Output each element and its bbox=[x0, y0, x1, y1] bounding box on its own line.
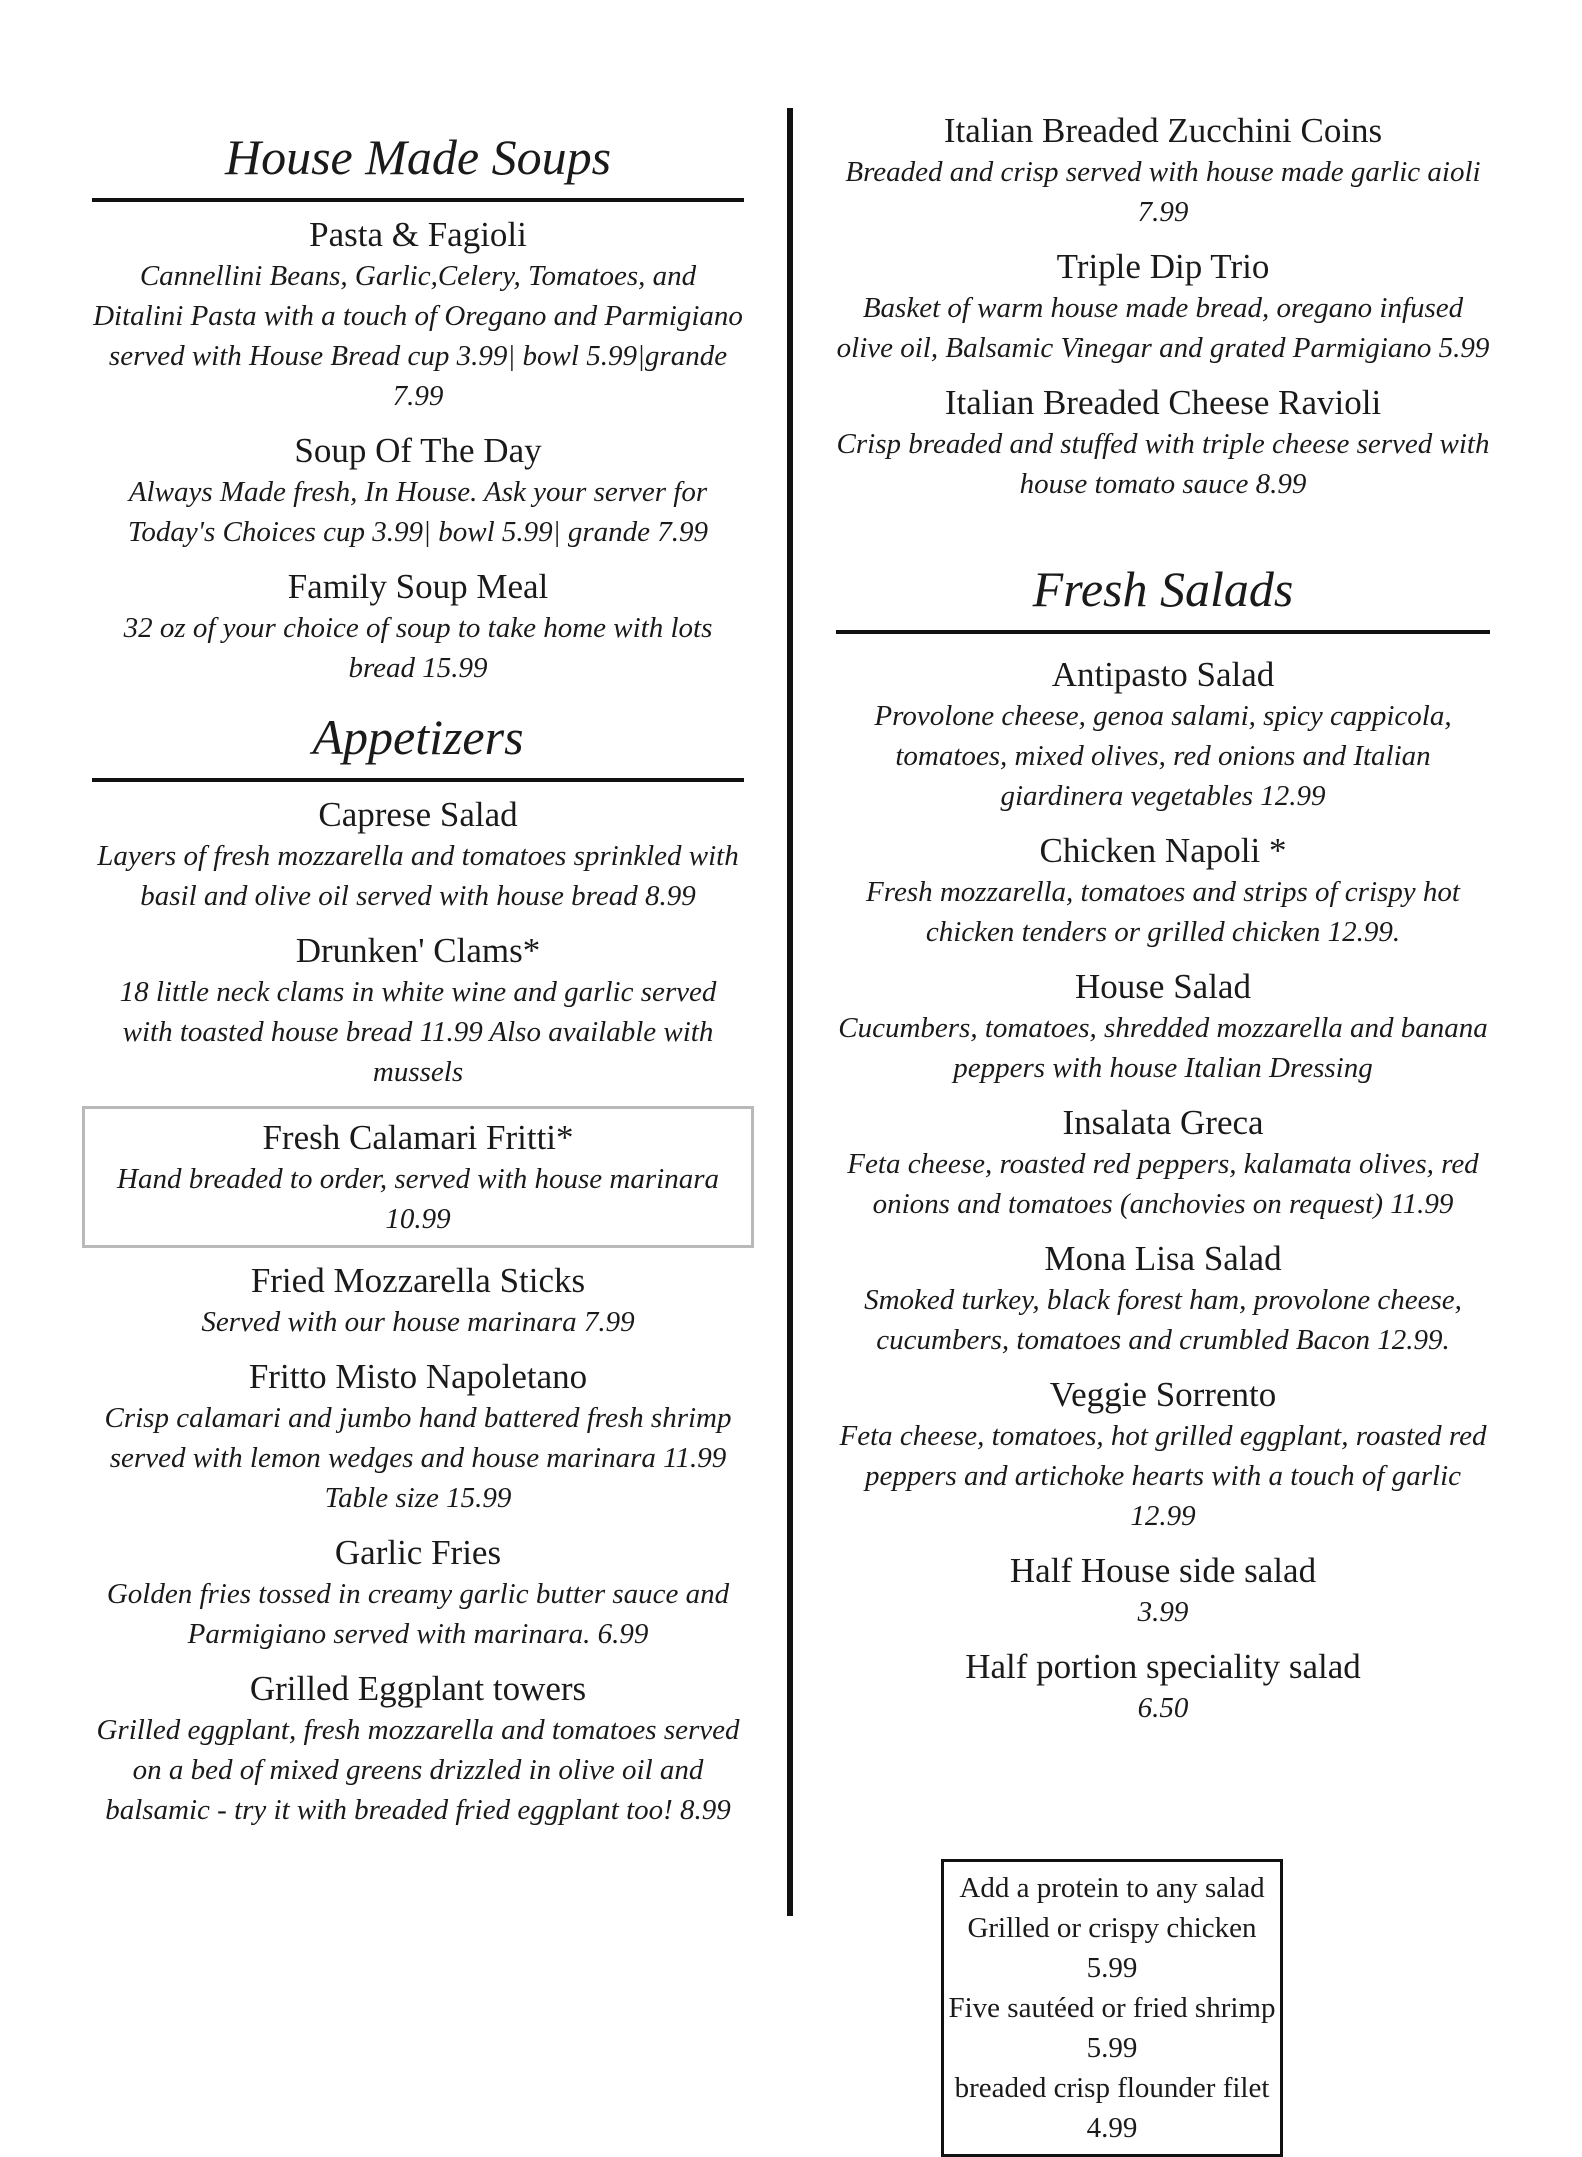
item-desc: 18 little neck clams in white wine and garlic served with toasted house bread 11.99 Also available with mussels bbox=[119, 976, 717, 1088]
item-name: Drunken' Clams* bbox=[295, 931, 541, 970]
item-desc: Feta cheese, tomatoes, hot grilled eggplant, roasted red peppers and artichoke hearts with a touch of garlic 12.99 bbox=[839, 1420, 1487, 1532]
right-column bbox=[836, 110, 1490, 1742]
item-desc: Smoked turkey, black forest ham, provolone cheese, cucumbers, tomatoes and crumbled Bacon 12.99. bbox=[864, 1284, 1462, 1356]
item-desc: Fresh mozzarella, tomatoes and strips of crispy hot chicken tenders or grilled chicken 12.99. bbox=[866, 876, 1460, 948]
left-column bbox=[92, 128, 744, 1844]
item-name: Chicken Napoli * bbox=[1039, 831, 1287, 870]
soups-title: House Made Soups bbox=[92, 128, 744, 202]
item-name: Grilled Eggplant towers bbox=[249, 1669, 587, 1708]
item-name: Fritto Misto Napoletano bbox=[248, 1357, 588, 1396]
item-desc: Served with our house marinara 7.99 bbox=[201, 1306, 635, 1338]
item-desc: 6.50 bbox=[1137, 1692, 1189, 1724]
item-name: Fried Mozzarella Sticks bbox=[250, 1261, 586, 1300]
item-name: House Salad bbox=[1075, 967, 1251, 1006]
menu-item bbox=[836, 110, 1490, 232]
appetizers-title: Appetizers bbox=[92, 708, 744, 782]
item-desc: Cannellini Beans, Garlic,Celery, Tomatoes, and Ditalini Pasta with a touch of Oregano and Parmigiano served with House Bread cup 3.99| bowl 5.99|grande 7.99 bbox=[93, 260, 743, 412]
item-name: Triple Dip Trio bbox=[1056, 247, 1270, 286]
item-name: Antipasto Salad bbox=[1051, 655, 1275, 694]
menu-item bbox=[92, 930, 744, 1092]
menu-item bbox=[92, 1532, 744, 1654]
menu-item bbox=[836, 1238, 1490, 1360]
item-name: Caprese Salad bbox=[318, 795, 518, 834]
item-name: Half portion speciality salad bbox=[965, 1647, 1361, 1686]
menu-item bbox=[836, 1646, 1490, 1728]
menu-item bbox=[92, 566, 744, 688]
item-name: Italian Breaded Zucchini Coins bbox=[943, 111, 1383, 150]
item-name: Insalata Greca bbox=[1062, 1103, 1264, 1142]
menu-item bbox=[836, 966, 1490, 1088]
menu-item bbox=[92, 430, 744, 552]
item-desc: Provolone cheese, genoa salami, spicy cappicola, tomatoes, mixed olives, red onions and Italian giardinera vegetables 12.99 bbox=[874, 700, 1452, 812]
menu-item bbox=[836, 382, 1490, 504]
protein-box-line: Add a protein to any salad bbox=[959, 1872, 1265, 1904]
column-divider bbox=[787, 108, 793, 1916]
item-name: Garlic Fries bbox=[334, 1533, 502, 1572]
item-name: Family Soup Meal bbox=[287, 567, 549, 606]
add-protein-box bbox=[941, 1859, 1283, 2157]
item-name: Soup Of The Day bbox=[294, 431, 542, 470]
menu-item bbox=[836, 1550, 1490, 1632]
menu-item bbox=[92, 1260, 744, 1342]
item-desc: Hand breaded to order, served with house marinara 10.99 bbox=[117, 1163, 719, 1235]
item-desc: Golden fries tossed in creamy garlic butter sauce and Parmigiano served with marinara. 6.99 bbox=[106, 1578, 730, 1650]
item-desc: Crisp calamari and jumbo hand battered fresh shrimp served with lemon wedges and house marinara 11.99 Table size 15.99 bbox=[104, 1402, 732, 1514]
item-desc: Layers of fresh mozzarella and tomatoes sprinkled with basil and olive oil served with house bread 8.99 bbox=[97, 840, 739, 912]
featured-menu-item bbox=[82, 1106, 754, 1248]
item-desc: Crisp breaded and stuffed with triple cheese served with house tomato sauce 8.99 bbox=[836, 428, 1490, 500]
item-desc: Cucumbers, tomatoes, shredded mozzarella and banana peppers with house Italian Dressing bbox=[838, 1012, 1488, 1084]
item-desc: 3.99 bbox=[1137, 1596, 1189, 1628]
item-desc: Breaded and crisp served with house made garlic aioli 7.99 bbox=[845, 156, 1481, 228]
item-desc: Feta cheese, roasted red peppers, kalamata olives, red onions and tomatoes (anchovies on request) 11.99 bbox=[847, 1148, 1479, 1220]
menu-item bbox=[836, 1102, 1490, 1224]
item-name: Fresh Calamari Fritti* bbox=[262, 1118, 574, 1157]
item-desc: Grilled eggplant, fresh mozzarella and tomatoes served on a bed of mixed greens drizzled in olive oil and balsamic - try it with breaded fried eggplant too! 8.99 bbox=[96, 1714, 740, 1826]
menu-item bbox=[92, 1356, 744, 1518]
item-name: Veggie Sorrento bbox=[1049, 1375, 1277, 1414]
menu-item bbox=[92, 1668, 744, 1830]
protein-box-line: Grilled or crispy chicken 5.99 bbox=[967, 1912, 1257, 1984]
menu-item bbox=[836, 830, 1490, 952]
menu-item bbox=[836, 1374, 1490, 1536]
menu-item bbox=[836, 654, 1490, 816]
menu-item bbox=[92, 794, 744, 916]
protein-box-line: breaded crisp flounder filet 4.99 bbox=[954, 2072, 1270, 2144]
item-desc: 32 oz of your choice of soup to take home with lots bread 15.99 bbox=[123, 612, 713, 684]
item-desc: Always Made fresh, In House. Ask your server for Today's Choices cup 3.99| bowl 5.99| grande 7.99 bbox=[127, 476, 709, 548]
salads-title: Fresh Salads bbox=[836, 560, 1490, 634]
item-name: Italian Breaded Cheese Ravioli bbox=[944, 383, 1382, 422]
item-name: Pasta & Fagioli bbox=[309, 215, 527, 254]
menu-item bbox=[836, 246, 1490, 368]
item-name: Half House side salad bbox=[1009, 1551, 1317, 1590]
menu-item bbox=[92, 214, 744, 416]
item-desc: Basket of warm house made bread, oregano infused olive oil, Balsamic Vinegar and grated Parmigiano 5.99 bbox=[836, 292, 1490, 364]
item-name: Mona Lisa Salad bbox=[1044, 1239, 1282, 1278]
protein-box-line: Five sautéed or fried shrimp 5.99 bbox=[948, 1992, 1276, 2064]
